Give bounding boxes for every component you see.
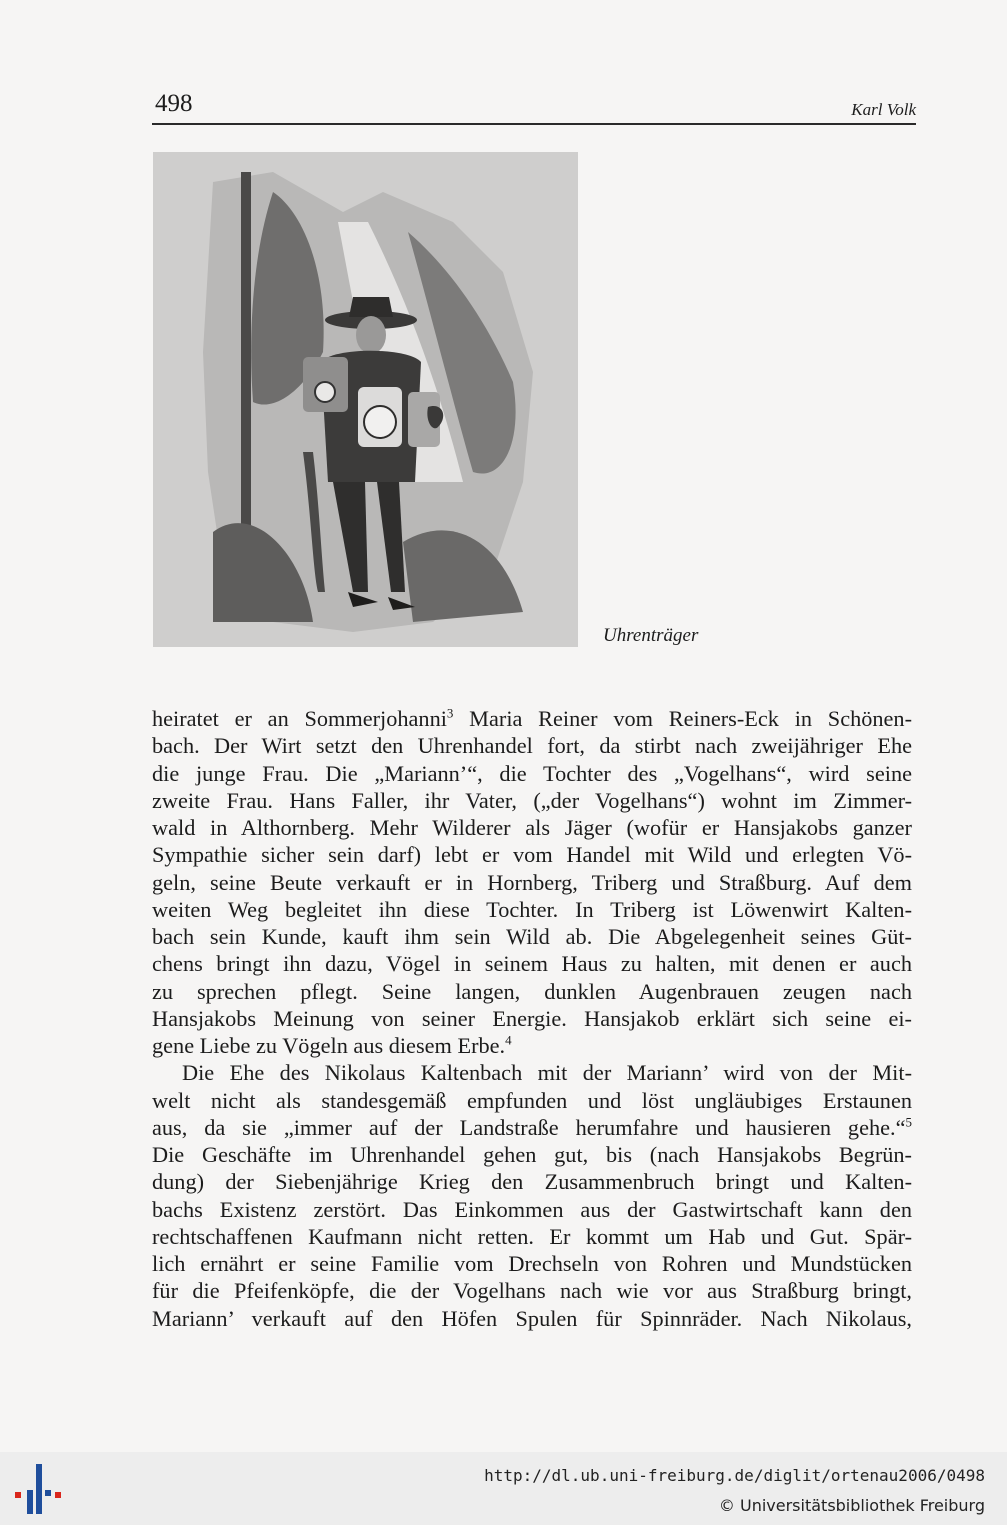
text-line: chens bringt ihn dazu, Vögel in seinem Haus zu halten, mit denen er auch xyxy=(152,951,912,977)
text-line xyxy=(152,1032,912,1059)
body-text xyxy=(152,705,912,1332)
text-line: lich ernährt er seine Familie vom Drechseln von Rohren und Mundstücken xyxy=(152,1251,912,1276)
library-footer xyxy=(0,1452,1007,1525)
text-line: weiten Weg begleitet ihn diese Tochter. In Triberg ist Löwenwirt Kalten- xyxy=(152,896,912,922)
text-line xyxy=(152,705,912,732)
text-line: zu sprechen pflegt. Seine langen, dunklen Augenbrauen zeugen nach xyxy=(152,978,912,1004)
text-segment: heiratet er an Sommerjohanni xyxy=(152,706,447,731)
text-segment: aus, da sie „immer auf der Landstraße herumfahre und hausieren gehe.“ xyxy=(152,1114,906,1140)
footnote-ref: 5 xyxy=(905,1114,912,1130)
figure-caption: Uhrenträger xyxy=(603,625,699,646)
text-segment: Maria Reiner vom Reiners-Eck in Schönen- xyxy=(453,706,913,731)
text-line: bach. Der Wirt setzt den Uhrenhandel fort, da stirbt nach zweijähriger Ehe xyxy=(152,733,912,759)
text-line: zweite Frau. Hans Faller, ihr Vater, („der Vogelhans“) wohnt im Zimmer- xyxy=(152,787,912,813)
text-line: bachs Existenz zerstört. Das Einkommen aus der Gastwirtschaft kann den xyxy=(152,1196,912,1222)
text-line: dung) der Siebenjährige Krieg den Zusammenbruch bringt und Kalten- xyxy=(152,1169,912,1195)
page-number: 498 xyxy=(155,90,193,117)
text-line xyxy=(152,1114,912,1141)
text-line: wald in Althornberg. Mehr Wilderer als Jäger (wofür er Hansjakobs ganzer xyxy=(152,815,912,840)
footnote-ref: 3 xyxy=(446,705,454,721)
text-line: Die Ehe des Nikolaus Kaltenbach mit der Mariann’ wird von der Mit- xyxy=(182,1060,912,1086)
header-rule xyxy=(152,123,916,125)
running-head-author: Karl Volk xyxy=(851,100,916,119)
footnote-ref: 4 xyxy=(505,1032,512,1048)
text-line: für die Pfeifenköpfe, die der Vogelhans nach wie vor aus Straßburg bringt, xyxy=(152,1278,912,1304)
text-line: welt nicht als standesgemäß empfunden und löst ungläubiges Erstaunen xyxy=(152,1087,912,1113)
text-line: bach sein Kunde, kauft ihm sein Wild ab. Die Abgelegenheit seines Güt- xyxy=(152,924,912,949)
text-segment: gene Liebe zu Vögeln aus diesem Erbe. xyxy=(152,1033,506,1058)
text-line: Sympathie sicher sein darf) lebt er vom Handel mit Wild und erlegten Vö- xyxy=(152,842,912,868)
clock-carrier-illustration xyxy=(153,152,578,647)
text-line: Die Geschäfte im Uhrenhandel gehen gut, bis (nach Hansjakobs Begrün- xyxy=(152,1142,912,1167)
text-line: geln, seine Beute verkauft er in Hornberg, Triberg und Straßburg. Auf dem xyxy=(152,869,912,895)
ub-freiburg-logo-icon xyxy=(12,1462,66,1516)
permalink-url[interactable]: http://dl.ub.uni-freiburg.de/diglit/ortenau2006/0498 xyxy=(484,1466,985,1485)
text-line: rechtschaffenen Kaufmann nicht retten. Er kommt um Hab und Gut. Spär- xyxy=(152,1223,912,1249)
copyright-notice: © Universitätsbibliothek Freiburg xyxy=(718,1496,985,1515)
text-line: die junge Frau. Die „Mariann’“, die Tochter des „Vogelhans“, wird seine xyxy=(152,760,912,786)
text-line: Hansjakobs Meinung von seiner Energie. Hansjakob erklärt sich seine ei- xyxy=(152,1005,912,1031)
text-line: Mariann’ verkauft auf den Höfen Spulen für Spinnräder. Nach Nikolaus, xyxy=(152,1305,912,1331)
